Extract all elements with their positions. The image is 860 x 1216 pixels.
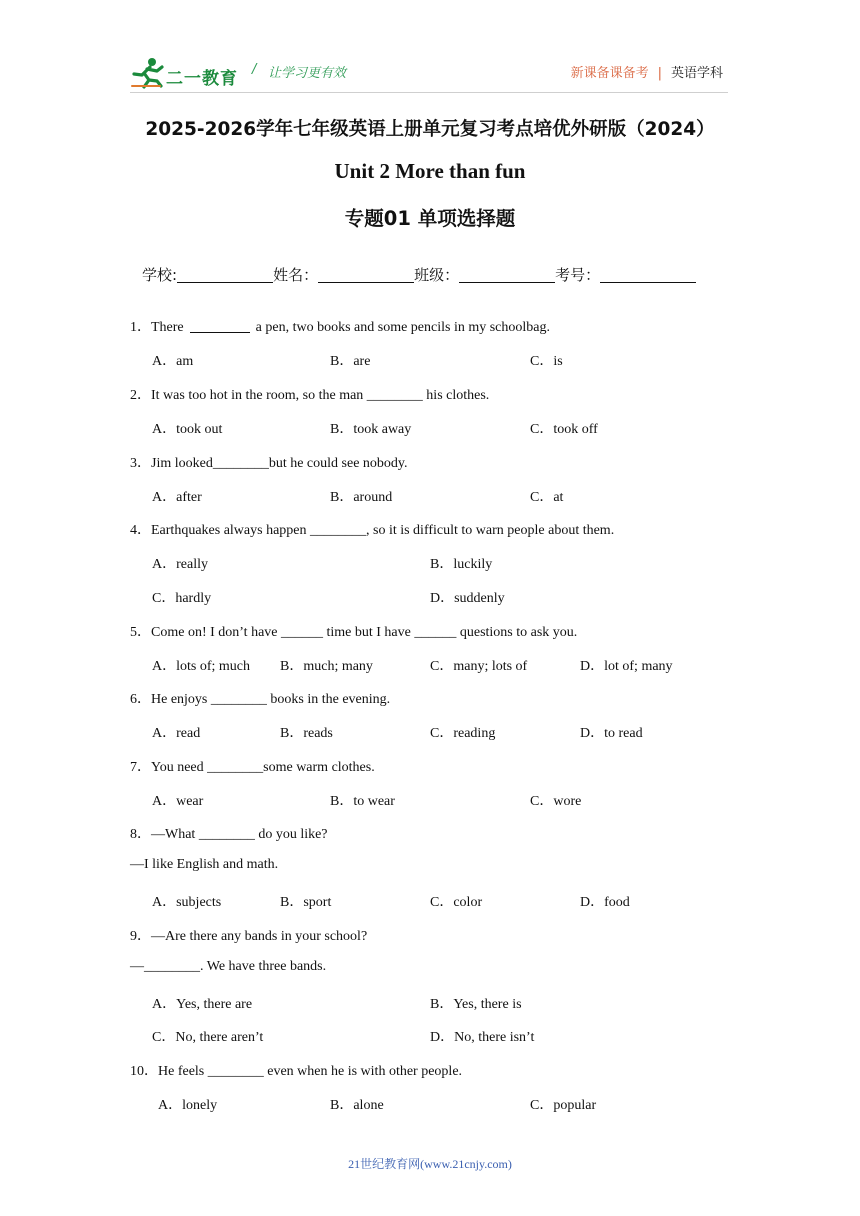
question-5-option-d: D．lot of; many — [580, 659, 673, 674]
question-1-stem-end: a pen, two books and some pencils in my schoolbag. — [255, 320, 550, 335]
question-8-option-c: C．color — [430, 895, 483, 910]
question-1-option-b: B．are — [330, 354, 371, 369]
class-label: 班级： — [414, 266, 460, 284]
question-2-option-a: A．took out — [152, 422, 223, 437]
question-9: 9．—Are there any bands in your school? — [130, 929, 368, 944]
header-divider — [130, 92, 728, 93]
question-6-option-c: C．reading — [430, 726, 496, 741]
question-6-option-b: B．reads — [280, 726, 333, 741]
question-8-reply: —I like English and math. — [130, 857, 279, 872]
topic-title: 专题01 单项选择题 — [344, 207, 516, 230]
question-1-option-a: A．am — [152, 354, 194, 369]
question-4-option-b: B．luckily — [430, 557, 493, 572]
question-5-option-c: C．many; lots of — [430, 659, 528, 674]
school-label: 学校: — [142, 266, 178, 284]
question-7-option-a: A．wear — [152, 794, 204, 809]
question-10-option-b: B．alone — [330, 1098, 384, 1113]
school-blank — [177, 266, 273, 283]
header-slash: / — [252, 62, 257, 77]
question-2-option-b: B．took away — [330, 422, 412, 437]
question-2: 2．It was too hot in the room, so the man ________ his clothes. — [130, 388, 490, 403]
logo-text: 二一教育 — [166, 69, 238, 89]
question-10: 10．He feels ________ even when he is with other people. — [130, 1064, 463, 1079]
name-label: 姓名： — [273, 266, 319, 284]
question-4: 4．Earthquakes always happen ________, so it is difficult to warn people about them. — [130, 523, 615, 538]
runner-logo-icon — [130, 56, 166, 90]
question-7-option-c: C．wore — [530, 794, 582, 809]
question-10-option-c: C．popular — [530, 1098, 597, 1113]
question-9-option-a: A．Yes, there are — [152, 997, 253, 1012]
student-info-line — [142, 264, 696, 285]
question-3: 3．Jim looked________but he could see nobody. — [130, 456, 408, 471]
footer-source: 21世纪教育网(www.21cnjy.com) — [348, 1157, 512, 1171]
question-3-option-a: A．after — [152, 490, 202, 505]
question-4-option-d: D．suddenly — [430, 591, 505, 606]
document-title: 2025-2026学年七年级英语上册单元复习考点培优外研版（2024） — [145, 119, 715, 140]
question-9-reply: —________. We have three bands. — [130, 959, 327, 974]
exam-number-label: 考号： — [555, 266, 601, 284]
unit-title: Unit 2 More than fun — [334, 159, 526, 183]
header-separator: | — [657, 66, 662, 81]
question-5-option-b: B．much; many — [280, 659, 373, 674]
question-1-stem-start: 1．There — [130, 320, 184, 335]
question-1-blank — [190, 320, 250, 333]
question-9-option-d: D．No, there isn’t — [430, 1030, 535, 1045]
question-9-option-c: C．No, there aren’t — [152, 1030, 264, 1045]
question-6-option-a: A．read — [152, 726, 201, 741]
question-8-option-a: A．subjects — [152, 895, 222, 910]
question-4-option-c: C．hardly — [152, 591, 212, 606]
question-10-option-a: A．lonely — [158, 1098, 218, 1113]
question-7: 7．You need ________some warm clothes. — [130, 760, 375, 775]
question-4-option-a: A．really — [152, 557, 208, 572]
logo — [130, 56, 250, 90]
question-7-option-b: B．to wear — [330, 794, 395, 809]
header-subject-label: 英语学科 — [670, 66, 723, 81]
class-blank — [459, 266, 555, 283]
question-1 — [130, 316, 550, 336]
question-8-option-b: B．sport — [280, 895, 332, 910]
question-8: 8．—What ________ do you like? — [130, 827, 328, 842]
question-2-option-c: C．took off — [530, 422, 598, 437]
question-6-option-d: D．to read — [580, 726, 643, 741]
name-blank — [318, 266, 414, 283]
page-header — [0, 0, 860, 100]
header-course-label: 新课备课备考 — [570, 66, 649, 81]
question-1-option-c: C．is — [530, 354, 563, 369]
exam-number-blank — [600, 266, 696, 283]
question-8-option-d: D．food — [580, 895, 630, 910]
question-9-option-b: B．Yes, there is — [430, 997, 522, 1012]
question-5-option-a: A．lots of; much — [152, 659, 250, 674]
question-6: 6．He enjoys ________ books in the evening. — [130, 692, 391, 707]
question-3-option-c: C．at — [530, 490, 564, 505]
question-3-option-b: B．around — [330, 490, 393, 505]
question-5: 5．Come on! I don’t have ______ time but I have ______ questions to ask you. — [130, 625, 578, 640]
header-slogan: 让学习更有效 — [268, 66, 347, 81]
header-subject — [571, 62, 723, 81]
